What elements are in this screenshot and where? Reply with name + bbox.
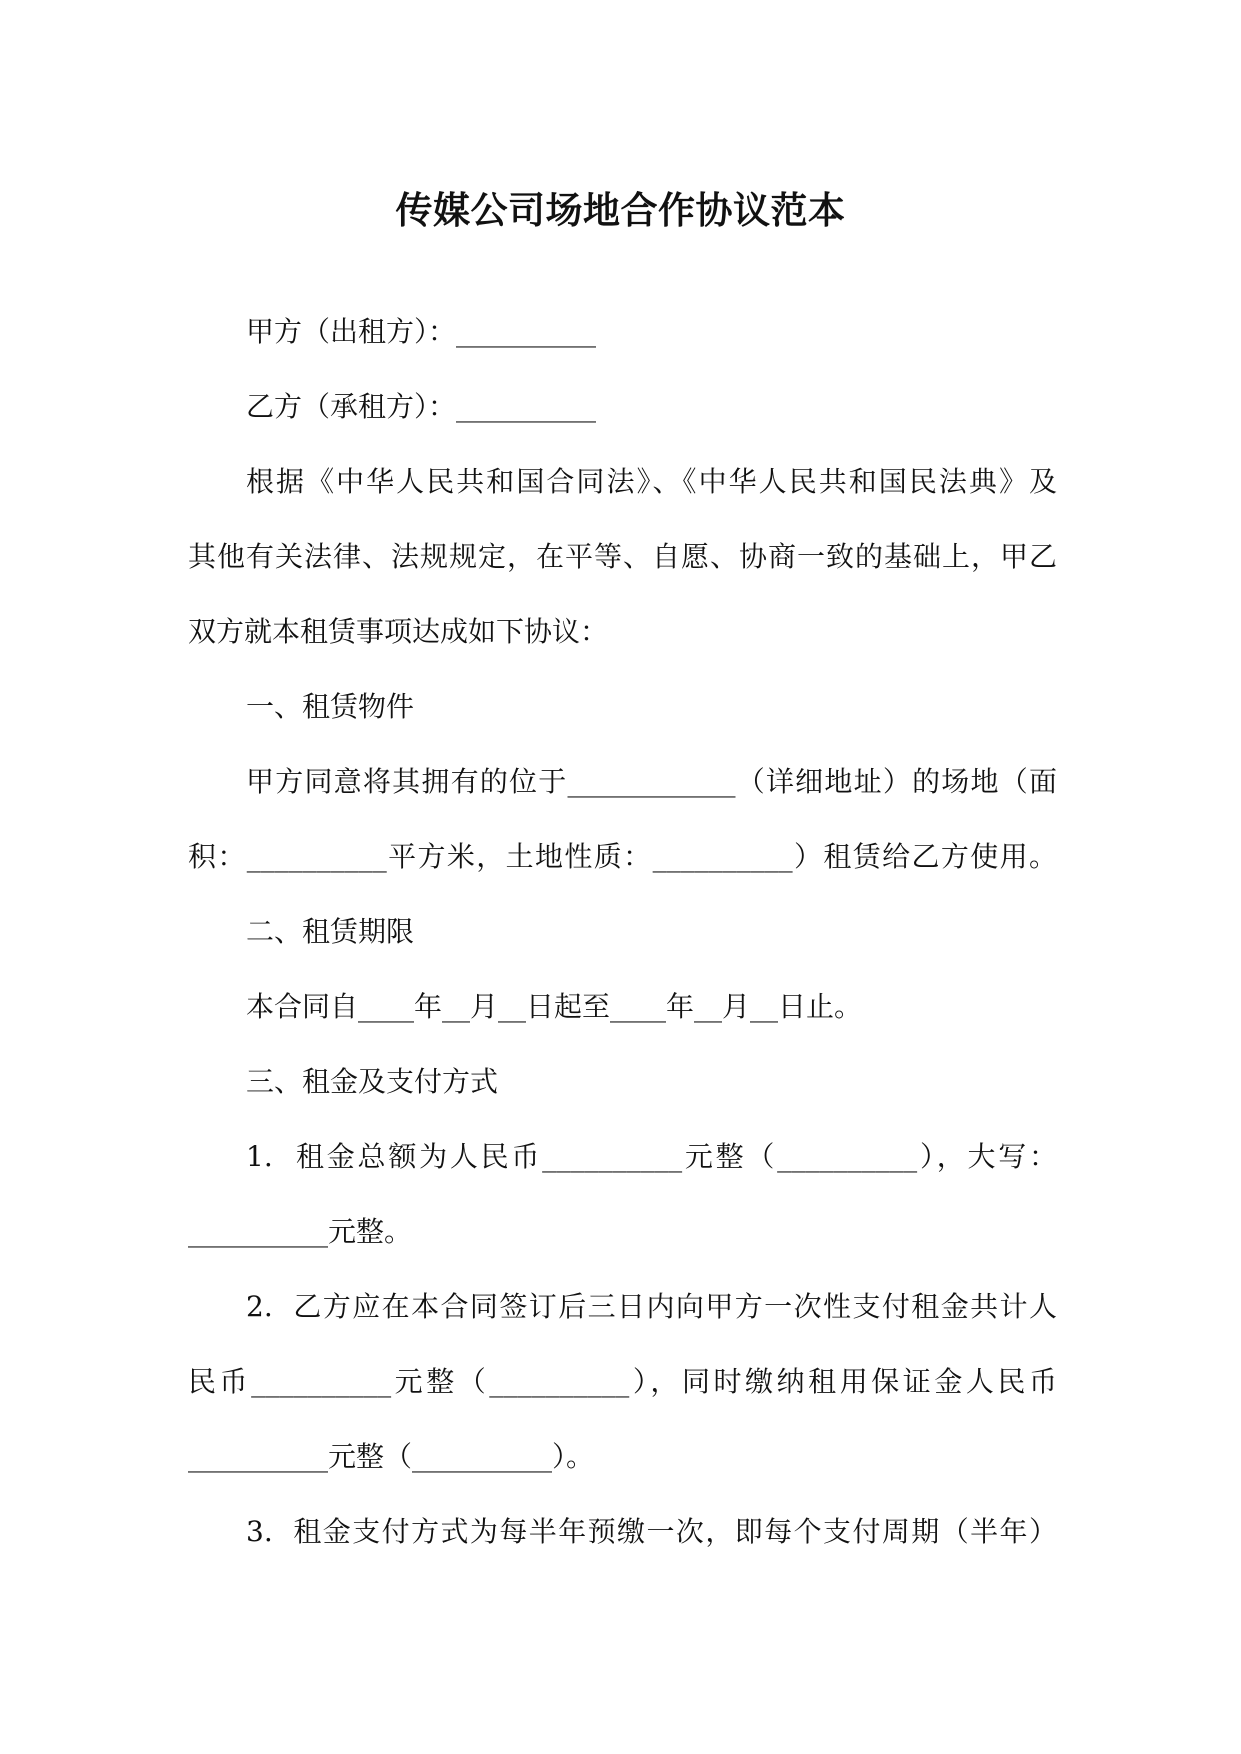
rent-clause-1-line-2: __________元整。	[188, 1215, 413, 1248]
rent-clause-2-line-3: __________元整（__________）。	[188, 1440, 595, 1473]
rent-clause-2-line-2: 民币__________元整（__________），同时缴纳租用保证金人民币	[188, 1365, 1057, 1398]
lease-term-line: 本合同自____年__月__日起至____年__月__日止。	[246, 990, 863, 1023]
preamble-line-1: 根据《中华人民共和国合同法》、《中华人民共和国民法典》及	[246, 465, 1057, 498]
rent-clause-3-line-1: 3. 租金支付方式为每半年预缴一次，即每个支付周期（半年）	[246, 1515, 1057, 1548]
preamble-line-2: 其他有关法律、法规规定，在平等、自愿、协商一致的基础上，甲乙	[188, 540, 1057, 573]
section-heading-3: 三、租金及支付方式	[246, 1065, 499, 1098]
section-heading-2: 二、租赁期限	[246, 915, 415, 948]
rent-clause-1-line-1: 1. 租金总额为人民币__________元整（__________），大写：	[246, 1140, 1057, 1173]
preamble-line-3: 双方就本租赁事项达成如下协议：	[188, 615, 609, 648]
section-heading-1: 一、租赁物件	[246, 690, 415, 723]
party-a-line: 甲方（出租方）：__________	[246, 315, 597, 348]
rent-clause-2-line-1: 2. 乙方应在本合同签订后三日内向甲方一次性支付租金共计人	[246, 1290, 1057, 1323]
lease-object-line-2: 积：__________平方米，土地性质：__________）租赁给乙方使用。	[188, 840, 1057, 873]
lease-object-line-1: 甲方同意将其拥有的位于____________（详细地址）的场地（面	[246, 765, 1057, 798]
party-b-line: 乙方（承租方）：__________	[246, 390, 597, 423]
document-title: 传媒公司场地合作协议范本	[395, 188, 846, 232]
